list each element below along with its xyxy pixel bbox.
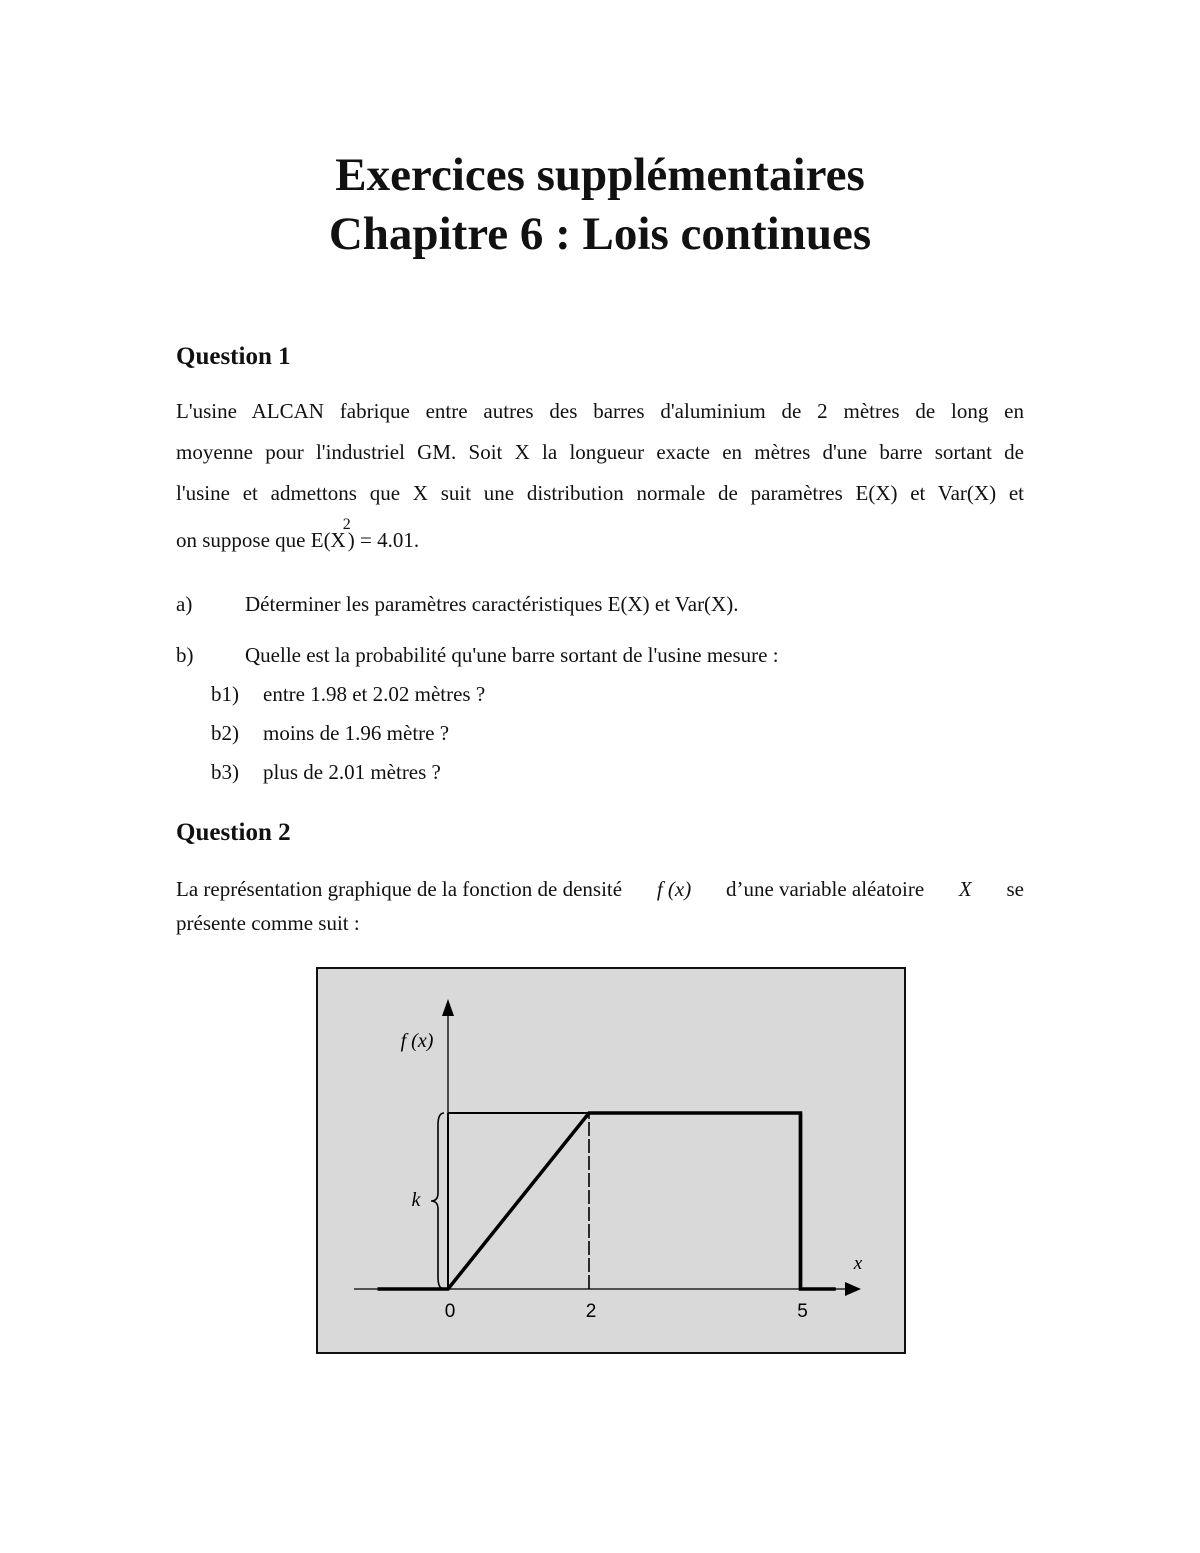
paragraph-line: moyenne pour l'industriel GM. Soit X la longueur exacte en mètres d'une barre sortant de [176, 440, 1024, 464]
density-chart [318, 969, 904, 1352]
item-b [176, 642, 779, 668]
item-a-label: a) [176, 592, 193, 616]
expectation-suffix: ) = 4.01. [347, 528, 420, 552]
question-1-heading: Question 1 [176, 343, 291, 370]
x-tick-label: 0 [444, 1301, 456, 1322]
item-b3 [211, 759, 441, 785]
density-function-symbol: f (x) [656, 877, 692, 901]
random-variable-symbol: X [958, 877, 972, 901]
paragraph-line: L'usine ALCAN fabrique entre autres des barres d'aluminium de 2 mètres de long en [176, 399, 1024, 423]
expectation-prefix: on suppose que E(X [176, 528, 346, 552]
item-b2-label: b2) [211, 721, 239, 745]
y-axis-arrow [442, 999, 454, 1016]
density-figure [316, 967, 906, 1354]
item-b1 [211, 681, 485, 707]
item-b2-text: moins de 1.96 mètre ? [263, 721, 450, 745]
x-axis-arrow [845, 1282, 861, 1296]
exponent: 2 [342, 516, 351, 533]
item-b2 [211, 720, 449, 746]
item-b3-text: plus de 2.01 mètres ? [263, 760, 441, 784]
y-axis-label: f (x) [400, 1030, 434, 1052]
item-b1-text: entre 1.98 et 2.02 mètres ? [263, 682, 486, 706]
item-b3-label: b3) [211, 760, 239, 784]
paragraph-line-last [176, 516, 1024, 561]
k-brace [431, 1113, 444, 1289]
x-axis-label: x [853, 1253, 863, 1274]
item-b-label: b) [176, 643, 194, 667]
item-b-text: Quelle est la probabilité qu'une barre sortant de l'usine mesure : [245, 643, 779, 667]
x-tick-label: 2 [585, 1301, 597, 1322]
question-1-paragraph [176, 391, 1024, 561]
item-a [176, 591, 738, 617]
question-2-line-1 [176, 876, 1024, 902]
paragraph-line: l'usine et admettons que X suit une distribution normale de paramètres E(X) et Var(X) et [176, 481, 1024, 505]
page-subtitle: Chapitre 6 : Lois continues [328, 208, 872, 260]
item-a-text: Déterminer les paramètres caractéristiques E(X) et Var(X). [245, 592, 739, 616]
question-2-heading: Question 2 [176, 819, 291, 846]
q2-text-part3: se [1006, 877, 1024, 901]
density-series [378, 1113, 836, 1289]
q2-text-part1: La représentation graphique de la fonction de densité [176, 877, 623, 901]
k-label: k [411, 1189, 421, 1211]
q2-text-part2: d’une variable aléatoire [725, 877, 925, 901]
page-title: Exercices supplémentaires [335, 149, 865, 201]
x-tick-label: 5 [797, 1301, 808, 1322]
question-2-line-2: présente comme suit : [176, 911, 360, 935]
item-b1-label: b1) [211, 682, 239, 706]
